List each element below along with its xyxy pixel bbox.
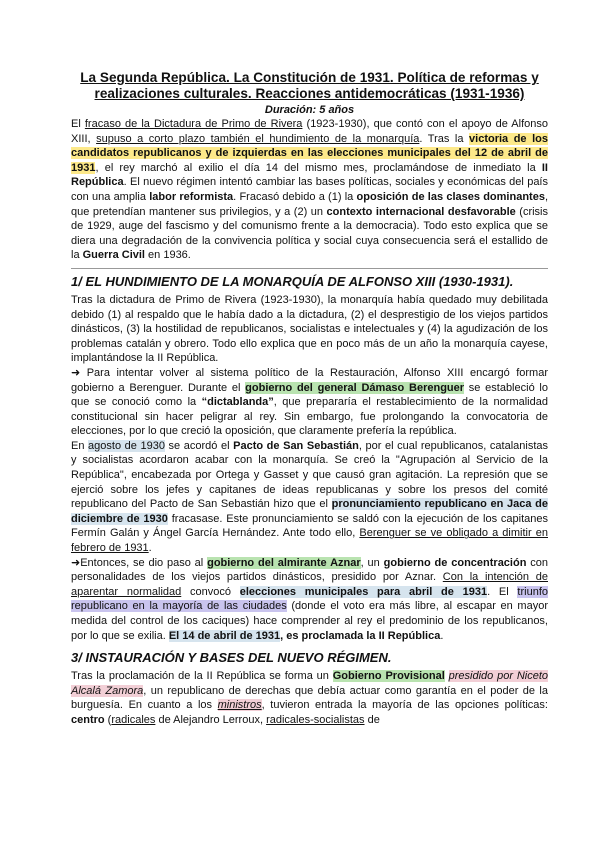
underlined-text: supuso a corto plazo también el hundimiento de la monarquía <box>96 132 420 145</box>
section-1-paragraph-1: Tras la dictadura de Primo de Rivera (1923-1930), la monarquía había quedado muy debilitada debido (1) al respaldo que le había dado a la dictadura, (2) el desprestigio de los viejos partidos dinásticos, (3) la hostilidad de republicanos, socialistas e intelectuales y (4) la agudización de los problemas catalán y obrero. Todo ello explica que en poco más de un año la monarquía cayese, implantándose la II República. <box>71 293 548 365</box>
text-run: Tras la proclamación de la II República se forma un <box>71 670 333 683</box>
text-run: ( <box>104 713 112 726</box>
text-run: Entonces, se dio paso al <box>80 556 208 569</box>
text-run: En <box>71 439 89 452</box>
section-1-heading: 1/ EL HUNDIMIENTO DE LA MONARQUÍA DE ALFONSO XIII (1930-1931). <box>71 273 514 289</box>
section-1-paragraph-4 <box>71 556 548 644</box>
highlight-green: gobierno del almirante Aznar <box>207 556 361 569</box>
highlight-pink: ministros <box>217 699 262 712</box>
bold-text: Pacto de San Sebastián <box>233 439 359 452</box>
title-line-2: realizaciones culturales. Reacciones antidemocráticas (1931-1936) <box>94 86 525 101</box>
bold-text: II República <box>71 161 548 189</box>
bold-text: centro <box>71 713 105 726</box>
duration-label: Duración: 5 años <box>264 104 355 116</box>
bold-text: “dictablanda” <box>201 396 274 409</box>
arrow-icon: ➜ <box>71 556 81 569</box>
highlight-green: Gobierno Provisional <box>332 670 445 683</box>
text-run: , el rey marchó al exilio el día 14 del mismo mes, proclamándose de inmediato la <box>95 161 542 174</box>
text-run: , tuvieron entrada la mayoría de las opciones políticas: <box>261 699 548 712</box>
text-run: convocó <box>181 585 240 598</box>
bold-text: Guerra Civil <box>82 249 145 262</box>
text-run: . Fracasó debido a (1) la <box>233 190 357 203</box>
highlight-yellow: victoria de los candidatos republicanos y de izquierdas en las elecciones municipales del 12 de abril de 1931 <box>71 132 548 174</box>
highlight-blue: 14 de abril de 1931 <box>182 629 281 642</box>
text-run: . <box>440 629 444 642</box>
title-line-1: La Segunda República. La Constitución de 1931. Política de reformas y <box>80 70 539 85</box>
intro-paragraph <box>71 117 548 263</box>
text-run: (donde el voto era más libre, al escapar en mayor medida del control de los caciques) hace comprender al rey el predominio de los republicanos, por lo que se exilia. <box>71 600 548 642</box>
text-run: Para intentar volver al sistema político de la Restauración, Alfonso XIII encargó formar gobierno a Berenguer. Durante el <box>71 366 548 394</box>
text-run: . Tras la <box>419 132 470 145</box>
underlined-text: Berenguer se ve obligado a dimitir en febrero de 1931 <box>71 527 548 555</box>
text-run: , un <box>360 556 384 569</box>
underlined-text: fracaso de la Dictadura de Primo de Rivera <box>84 118 303 130</box>
text-run: , que prepararía el restablecimiento de la normalidad constitucional sin hacer peligrar al rey. Sin embargo, fue prolongando la convocatoria de elecciones, por lo que creció la oposición, que claramente prefería la república. <box>71 396 548 438</box>
text-run: , un republicano de derechas que debía actuar como garantía en el poder de la burguesía. En cuanto a los <box>71 684 548 712</box>
text-run: en 1936. <box>144 249 191 262</box>
text-run: se acordó el <box>164 439 234 452</box>
highlight-purple: triunfo republicano en la mayoría de las ciudades <box>71 585 548 613</box>
highlight-blue: agosto de 1930 <box>88 439 165 452</box>
bold-text: , es proclamada la II República <box>280 629 441 642</box>
text-run: de Alejandro Lerroux, <box>155 713 267 726</box>
text-run: . El <box>487 585 518 598</box>
text-run: , que pretendían mantener sus privilegios, y a (2) un <box>71 190 549 218</box>
section-3-paragraph-1 <box>71 669 548 727</box>
text-run: con personalidades de los viejos partidos dinásticos, presidido por Aznar. <box>71 556 549 584</box>
text-run: (crisis de 1929, auge del fascismo y del comunismo frente a la democracia). Todo esto explica que se diera una degradación de la convivencia política y social cuya consecuencia será el estallido de la <box>71 205 548 262</box>
highlight-blue: elecciones municipales para abril de 1931 <box>239 585 488 598</box>
text-run: de <box>364 713 380 726</box>
bold-text: oposición de las clases dominantes <box>356 190 545 203</box>
text-run: , por el cual republicanos, catalanistas y socialistas acordaron acabar con la monarquía. Se creó la "Agrupación al Servicio de la República", encabezada por Ortega y Gasset y que causó gran agitación. La represión que se ejerció sobre los jefes y capitanes de ideas republicanas y sobre los presos del comité republicano del Pacto de San Sebastián hizo que el <box>71 439 548 511</box>
arrow-icon: ➜ <box>71 366 81 379</box>
section-1-paragraph-3 <box>71 439 548 556</box>
highlight-blue: pronunciamiento republicano en Jaca de diciembre de 1930 <box>71 498 549 525</box>
divider <box>71 268 548 269</box>
section-3-heading: 3/ INSTAURACIÓN Y BASES DEL NUEVO RÉGIMEN. <box>71 650 392 666</box>
text-run: . El nuevo régimen intentó cambiar las bases políticas, sociales y económicas del país con una amplia <box>71 176 548 203</box>
bold-text: contexto internacional desfavorable <box>326 205 516 218</box>
text-run: fracasase. Este pronunciamiento se saldó con la ejecución de los capitanes Fermín Galán y Ángel García Hernández. Ante todo ello, <box>71 512 548 540</box>
document-title <box>71 70 548 102</box>
text-run: se estableció lo que se conoció como la <box>71 381 548 409</box>
underlined-text: radicales <box>111 713 156 726</box>
highlight-blue: El <box>168 629 183 642</box>
underlined-text: Con la intención de aparentar normalidad <box>71 571 548 598</box>
text-run: . <box>148 542 152 555</box>
text-run: El <box>71 118 85 130</box>
highlight-green: gobierno del general Dámaso Berenguer <box>245 381 465 394</box>
section-1-paragraph-2 <box>71 366 548 439</box>
highlight-pink: presidido por Niceto Alcalá Zamora <box>71 670 548 697</box>
bold-text: gobierno de concentración <box>383 556 527 569</box>
bold-text: labor reformista <box>149 190 234 203</box>
underlined-text: radicales-socialistas <box>266 713 365 726</box>
text-run: (1923-1930), que contó con el apoyo de Alfonso XIII, <box>71 118 548 145</box>
